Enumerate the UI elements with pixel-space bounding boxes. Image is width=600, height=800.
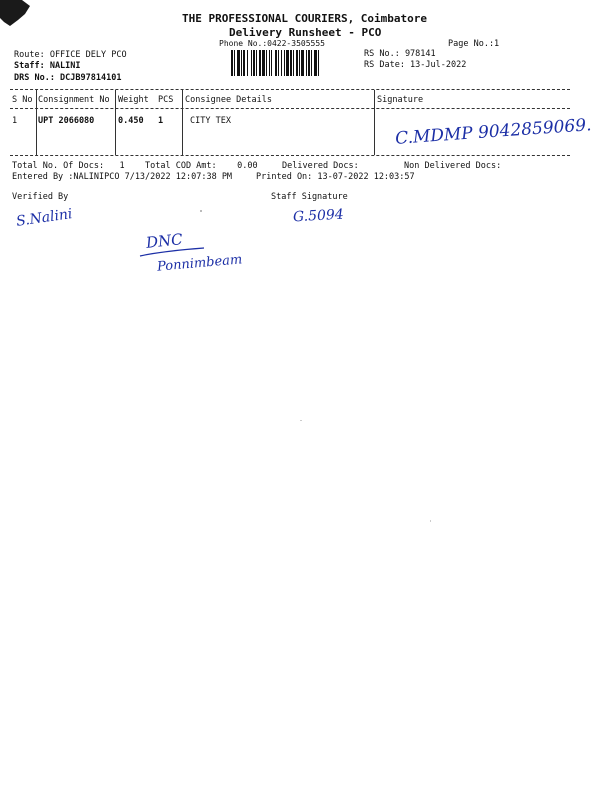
delivered-docs: Delivered Docs:: [282, 161, 359, 171]
row-consignment: UPT 2066080: [38, 116, 95, 126]
col-divider: [115, 90, 116, 155]
rs-number: RS No.: 978141: [364, 49, 436, 59]
page-number: Page No.:1: [448, 39, 500, 49]
rs-date: RS Date: 13-Jul-2022: [364, 60, 467, 70]
header-sno: S No: [12, 95, 33, 105]
entered-by: Entered By :NALINIPCO 7/13/2022 12:07:38 PM: [12, 172, 233, 182]
scan-speck: [200, 210, 202, 212]
header-signature: Signature: [377, 95, 424, 105]
consignee-handwritten-signature: C.MDMP 9042859069.: [394, 115, 593, 149]
handwritten-note-name: Ponnimbeam: [156, 252, 243, 275]
drs-number: DRS No.: DCJB97814101: [14, 73, 122, 83]
staff-signature-label: Staff Signature: [271, 192, 348, 202]
col-divider: [182, 90, 183, 155]
header-weight: Weight: [118, 95, 149, 105]
document-title: Delivery Runsheet - PCO: [229, 26, 382, 39]
phone-number: Phone No.:0422-3505555: [219, 39, 325, 48]
staff-handwritten-mark: G.5094: [292, 206, 345, 226]
verifier-handwritten-signature: S.Nalini: [15, 206, 74, 230]
header-bottom-rule: [10, 108, 570, 109]
scan-speck: [430, 520, 431, 522]
non-delivered-docs: Non Delivered Docs:: [404, 161, 502, 171]
verified-by-label: Verified By: [12, 192, 69, 202]
total-docs: Total No. Of Docs: 1: [12, 161, 125, 171]
staff-label: Staff: NALINI: [14, 61, 81, 71]
col-divider: [374, 90, 375, 155]
route-label: Route: OFFICE DELY PCO: [14, 50, 127, 60]
header-pcs: PCS: [158, 95, 174, 105]
col-divider: [36, 90, 37, 155]
row-weight: 0.450: [118, 116, 144, 126]
printed-on: Printed On: 13-07-2022 12:03:57: [256, 172, 415, 182]
scan-artifact: [0, 0, 40, 30]
handwritten-note-dnc: DNC: [145, 230, 184, 252]
header-consignee: Consignee Details: [185, 95, 272, 105]
barcode: [231, 50, 357, 76]
total-cod: Total COD Amt: 0.00: [145, 161, 258, 171]
row-sno: 1: [12, 116, 18, 126]
row-consignee: CITY TEX: [190, 116, 231, 126]
scan-speck: [300, 420, 302, 421]
company-title: THE PROFESSIONAL COURIERS, Coimbatore: [182, 12, 428, 25]
header-consignment: Consignment No: [38, 95, 110, 105]
row-pcs: 1: [158, 116, 164, 126]
table-top-rule: [10, 89, 570, 90]
table-bottom-rule: [10, 155, 570, 156]
